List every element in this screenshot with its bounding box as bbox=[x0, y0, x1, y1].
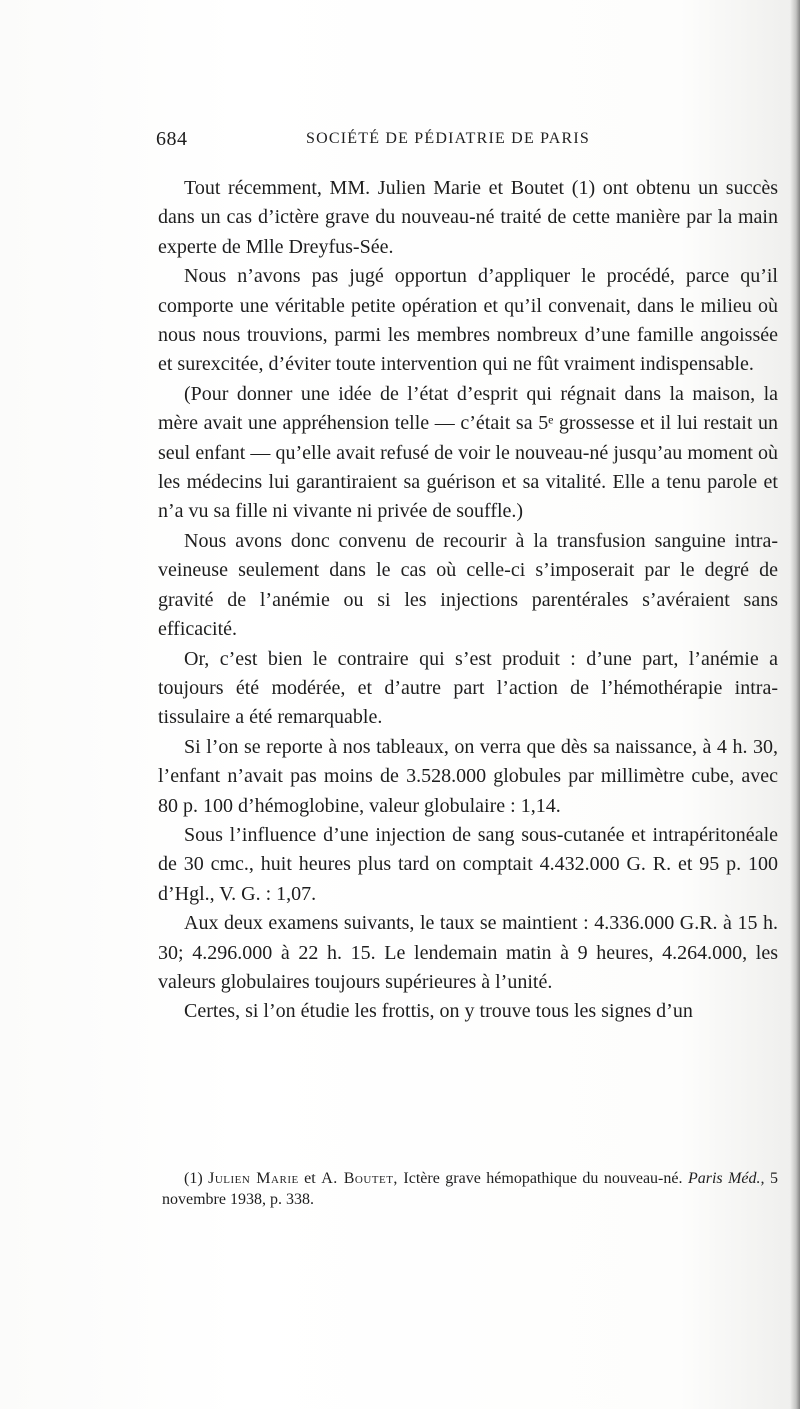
paragraph: Certes, si l’on étudie les frottis, on y trouve tous les signes d’un bbox=[184, 1000, 693, 1023]
running-head bbox=[156, 128, 636, 158]
paragraph: Tout récemment, MM. Julien Marie et Boutet (1) ont obtenu un succès dans un cas d’ictère grave du nouveau-né traité de cette manière par la main experte de Mlle Dreyfus-Sée. bbox=[158, 177, 778, 258]
footnote-marker: (1) bbox=[184, 1170, 203, 1187]
paragraph: Aux deux examens suivants, le taux se maintient : 4.336.000 G.R. à 15 h. 30; 4.296.000 à 22 h. 15. Le lendemain matin à 9 heures, 4.264.000, les valeurs globulaires toujours supérieures à l’unité. bbox=[158, 912, 778, 993]
page-number: 684 bbox=[156, 128, 188, 150]
paragraph: (Pour donner une idée de l’état d’esprit qui régnait dans la maison, la mère avait une appréhension telle — c’était sa 5ᵉ grossesse et il lui restait un seul enfant — qu’elle avait refusé de voir le nouveau-né jusqu’au moment où les médecins lui garantiraient sa guérison et sa vitalité. Elle a tenu parole et n’a vu sa fille ni vivante ni privée de souffle.) bbox=[158, 382, 778, 523]
footnote-author: A. Boutet, bbox=[321, 1170, 398, 1187]
page-edge-shadow bbox=[790, 0, 800, 1409]
footnote-author: Julien Marie bbox=[208, 1170, 299, 1187]
footnote-conjunction: et bbox=[304, 1170, 316, 1187]
paragraph: Si l’on se reporte à nos tableaux, on verra que dès sa naissance, à 4 h. 30, l’enfant n’avait pas moins de 3.528.000 globules par millimètre cube, avec 80 p. 100 d’hémoglobine, valeur globulaire : 1,14. bbox=[158, 735, 778, 817]
paragraph: Sous l’influence d’une injection de sang sous-cutanée et intrapéritonéale de 30 cmc., huit heures plus tard on comptait 4.432.000 G. R. et 95 p. 100 d’Hgl., V. G. : 1,07. bbox=[158, 823, 778, 905]
footnotes bbox=[162, 1168, 778, 1210]
footnote-journal: Paris Méd., bbox=[687, 1170, 765, 1187]
journal-title: SOCIÉTÉ DE PÉDIATRIE DE PARIS bbox=[306, 130, 590, 147]
footnote-citation-details: 5 novembre 1938, p. 338. bbox=[162, 1170, 779, 1208]
paragraph: Nous avons donc convenu de recourir à la transfusion sanguine intra-veineuse seulement dans le cas où celle-ci s’imposerait par le degré de gravité de l’anémie ou si les injections parentérales s’avéraient sans efficacité. bbox=[158, 529, 778, 641]
paragraph: Nous n’avons pas jugé opportun d’appliquer le procédé, parce qu’il comporte une véritable petite opération et qu’il convenait, dans le milieu où nous nous trouvions, parmi les membres nombreux d’une famille angoissée et surexcitée, d’éviter toute intervention qui ne fût vraiment indispensable. bbox=[158, 265, 778, 376]
body-text bbox=[158, 174, 778, 1027]
footnote-article-title: Ictère grave hémopathique du nouveau-né. bbox=[403, 1170, 683, 1187]
footnote bbox=[162, 1168, 778, 1210]
paragraph: Or, c’est bien le contraire qui s’est produit : d’une part, l’anémie a toujours été modérée, et d’autre part l’action de l’hémothérapie intra-tissulaire a été remarquable. bbox=[158, 647, 778, 729]
